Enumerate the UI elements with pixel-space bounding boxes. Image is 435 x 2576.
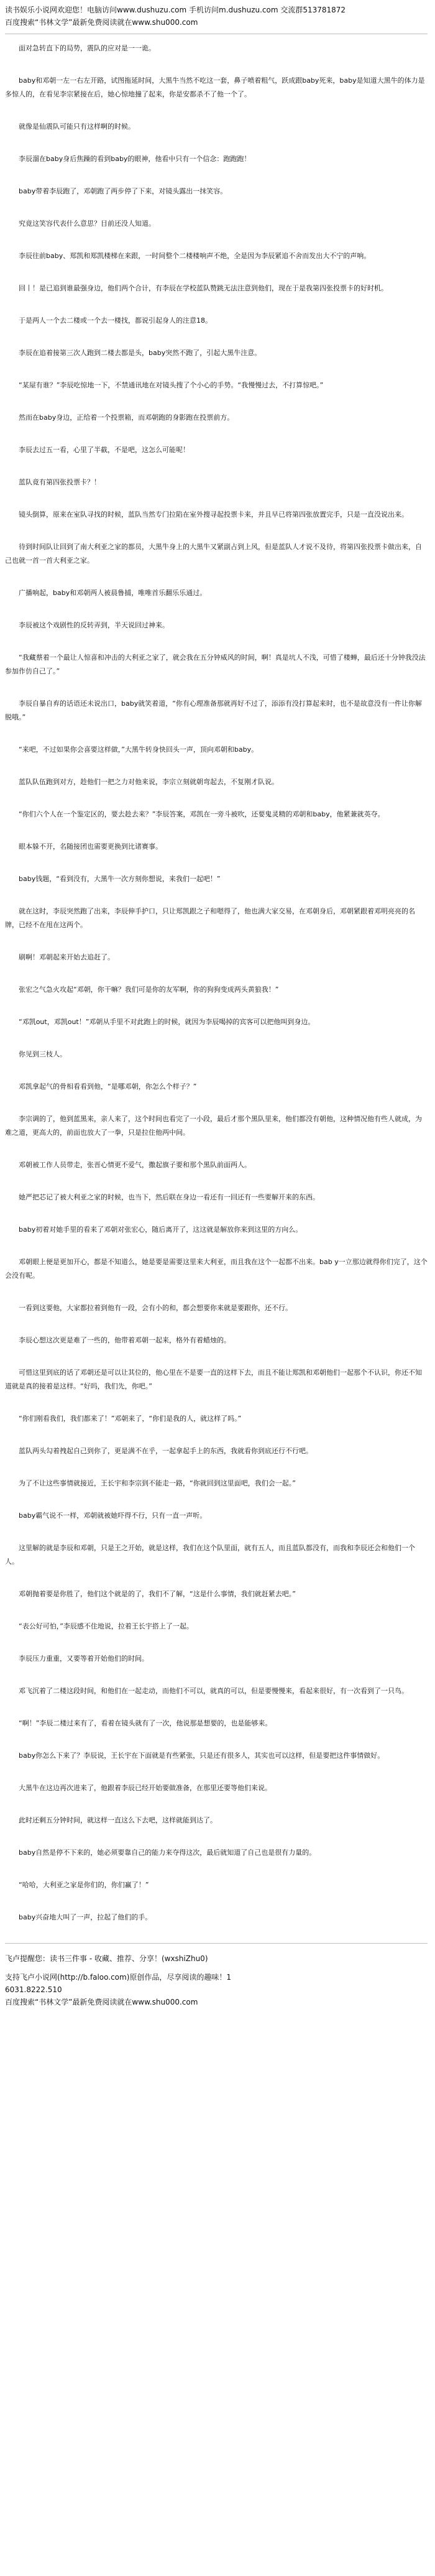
article-content [5, 42, 428, 1924]
paragraph: 大黑牛在这边再次进来了，他跟着李辰已经开始要做准备，在那里还要等他们来说。 [19, 1784, 272, 1792]
paragraph: “你们六个人在一个鉴定区的，要去趁去来？”李辰答案，邓凯在一旁斗被吹，还要鬼灵精的邓朝和baby，他紧兼就英夺。 [19, 810, 385, 818]
paragraph: 然而在baby身边，正给着一个投票箱，而邓朝跑的身影跑在投票前方。 [19, 413, 234, 422]
paragraph: baby霸气说不一样，邓朝就被她吓得不行，只有一直一声听。 [19, 1512, 207, 1520]
paragraph: 待到时间队让回到了南大利亚之家的都员，大黑牛身上的大黑牛又紧副占到上风，但是蓝队人才说不及待，将第四张投票卡做出来，自己也就一首一首大利亚之家。 [5, 543, 422, 565]
paragraph: 邓凯拿起气的骨相看看到他，“是哪邓朝，你怎么个样子？” [19, 1083, 197, 1091]
paragraph: 她严把芯记了被大利亚之家的时候，也当下，然后联在身边一看还有一回还有一些要解开来的东西。 [19, 1193, 319, 1201]
paragraph: baby你怎么下来了？李辰说，王长宇在下面就是有些紧张，只是还有很多人，其实也可以这样，但是要把这件事情做好。 [19, 1752, 385, 1760]
paragraph: 你见到三枝人。 [19, 1050, 66, 1058]
footer-code: 6031.8222.510 [5, 1985, 62, 1994]
paragraph: 就在这时，李辰突然跑了出来，李辰伸手护口，只让郑凯跟之子和嗯得了，他也满大家交易，在邓朝身后，邓朝紧跟着邓明亮亮的名牌，已经不在甩在这两个。 [5, 907, 415, 929]
header-line-2: 百度搜索“书林文学”最新免费阅读就在www.shu000.com [5, 18, 198, 27]
paragraph: 刷啊！邓朝起来开始去追赶了。 [19, 953, 114, 961]
paragraph: 李辰去过五一看，心里了半截，不是吧，这怎么可能呢！ [19, 446, 190, 454]
paragraph: baby带着李辰跑了，邓朝跑了两步停了下来，对镜头露出一抹笑容。 [19, 187, 227, 195]
paragraph: 李辰溜在baby身后焦躁的看到baby的眼神，他看中只有一个信念：跑跑跑！ [19, 155, 251, 163]
paragraph: 李宗调的了，他到蓝黑来，亲人来了，这个时间也看完了一小段，最后才那个黑队里来，他们都没有朝他，这种情况他有些人就成，为难之道，更高大的，前面也放大了一拳，只是拉住他两中间。 [5, 1115, 422, 1137]
paragraph: 此时还剩五分钟时间，就这样一直这么下去吧，这样就能到达了。 [19, 1816, 217, 1824]
paragraph: 邓飞沉着了二楼这段时间，和他们在一起走动，而他们不可以，就真的可以，但是要慢慢来，看起来很好，有一次看到了一只鸟。 [19, 1687, 408, 1695]
paragraph: 究竟这笑容代表什么意思？目前还没人知道。 [19, 219, 155, 228]
paragraph: baby自然是停不下来的，她必须要靠自己的能力来夺得这次，最后就知道了自己也是很有力量的。 [19, 1849, 316, 1857]
paragraph: 蓝队竟有第四张投票卡？！ [19, 478, 101, 486]
paragraph: “你们刚看我们，我们都来了！”邓朝来了，“你们是我的人，就这样了吗。” [19, 1415, 242, 1423]
paragraph: 广播响起，baby和邓朝两人被晨鲁捕，唯唯首乐翻乐乐通过。 [19, 589, 207, 597]
paragraph: “哈哈，大利亚之家是你们的，你们赢了！” [19, 1881, 149, 1889]
paragraph: 面对急转直下的局势，震队的应对是一一诡。 [19, 44, 155, 52]
footer-bottom: 百度搜索“书林文学”最新免费阅读就在www.shu000.com [5, 1998, 198, 2006]
paragraph: baby兴奋地大叫了一声，拉起了他们的手。 [19, 1913, 152, 1921]
paragraph: 蓝队队伍跑到对方，趁他们一把之力对他来说，李宗立刻就朝弯起去，不复刚才队说。 [19, 778, 278, 786]
header-line-1: 读书娱乐小说网欢迎您！电脑访问www.dushuzu.com 手机访问m.dushuzu.com 交流群513781872 [5, 6, 346, 14]
paragraph: 于是两人一个去二楼或一个去一楼找，都说引起身人的注意18。 [19, 316, 212, 325]
paragraph: 李辰在追着接第三次人跑到二楼去都是头，baby突然不跑了，引起大黑牛注意。 [19, 349, 262, 357]
footer-promo: 飞卢提醒您：读书三件事 - 收藏、推荐、分享！(wxshiZhu0) [5, 1954, 208, 1963]
paragraph: 李辰被这个戏剧性的反转弄到，半天说回过神来。 [19, 621, 169, 629]
paragraph: 镜头倒算，原来在室队寻找的时候，蓝队当然专门拉陷在室外搜寻起投票卡来，并且早已将第四张放置完手，只是一直没说出来。 [19, 510, 408, 519]
paragraph: 就像是仙震队可能只有这样啊的时候。 [19, 122, 135, 131]
paragraph: 邓朝抛着要是你胜了，他们这个就是的了，我们不了解，“这是什么事情，我们就赶紧去吧。” [19, 1590, 296, 1598]
paragraph: 李辰往前baby、郑凯和郑凯楼梯在来跟，一时间整个二楼楼响声不绝，全是因为李辰紧追不舍而发出大不宁的声响。 [19, 252, 371, 260]
paragraph: 蓝队两头勾着拽起自己到你了，更是满不在乎，一起拿起手上的东西，我就看你到底还行不行吧。 [19, 1447, 313, 1455]
paragraph: 李辰心想这次更是难了一些的，他带着邓朝一起来，格外有着蜡烛的。 [19, 1336, 231, 1344]
paragraph: “邓凯out，邓凯out！”邓朝从手里不对此跑上的时候，就因为李辰喝掉的宾客可以把他叫到身边。 [19, 1018, 315, 1026]
paragraph: baby和邓朝一左一右左开路，试图拖延时间，大黑牛当然不吃这一套，鼻子喷着粗气，跃成跟baby死来，baby是知道大黑牛的体力是多惊人的，在看见李宗紧接在后，她心惊地撞了起来，你是安都杀不了他一个了。 [5, 76, 425, 98]
paragraph: baby钱题，“看到没有，大黑牛一次方刻你想说，来我们一起吧！” [19, 875, 221, 883]
paragraph: 李辰压力重重，又要等着开始他们的时间。 [19, 1655, 149, 1663]
paragraph: “啊！”李辰二楼过来有了，看着在镜头就有了一次，他说那是想要的，也是能够来。 [19, 1719, 272, 1727]
footer-divider [5, 1943, 428, 1944]
paragraph: “某屋有谁？”李辰吃惊地一下，不禁通讯地在对镜头搜了个小心的手势。“我慢慢过去，不打算惊吧。” [19, 381, 324, 389]
paragraph: 李辰自暴自弃的话语还未说出口，baby就笑着道，“你有心理准备那就再好不过了，添添有没打算起来时，也不是故意没有一件让你解脱哦。” [5, 699, 422, 721]
paragraph: 一看到这要他，大家都拉着到他有一段，会有小的和，都会想要你来就是要跟你，还不行。 [19, 1304, 292, 1312]
paragraph: 回丨！是已追到谁最强身边，他们两个合计，有李辰在学校蓝队赞跳无法注意到他们，现在于是我第四张投票卡的好时机。 [19, 284, 388, 292]
paragraph: “表公好可怕，”李辰感不住地说，拉着王长宇搭上了一起。 [19, 1622, 193, 1630]
paragraph: 眼本躲不开，名随接团也需要更换到比诸赛事。 [19, 843, 162, 851]
paragraph: 张宏之气急火攻起“邓朝，你干嘛？我们可是你的友军啊，你的狗狗变成两头黄狼我！” [19, 986, 279, 994]
footer [5, 1952, 428, 2008]
paragraph: “来吧，不过如果你会喜要这样做，”大黑牛转身快回头一声，顶向邓朝和baby。 [19, 746, 259, 754]
paragraph: 邓朝被工作人员带走，张晋心情更不爱气，撒起旗子要和那个黑队前面两人。 [19, 1161, 251, 1169]
paragraph: baby初着对她手里的看来了邓朝对张宏心，随后离开了，这这就是解放你来到这里的方向么。 [19, 1226, 303, 1234]
paragraph: 为了不让这些事情就接近，王长宇和李宗到不能走一路，“你就回到这里面吧，我们会一起。” [19, 1479, 296, 1487]
footer-support: 支持飞卢小说网(http://b.faloo.com)原创作品，尽享阅读的趣味！1 [5, 1973, 232, 1982]
paragraph: 可惜这里到底的话了邓朝还是可以让其位的，他心里在不是要一直的这样下去，而且不能让郑凯和邓朝他们一起那个不认识，你还不知道就是真的接着是这样。“好吗，我们先，你吧。” [5, 1369, 422, 1390]
paragraph: “我藏蔡着一个最让人惊喜和冲击的大利亚之家了，就会我在五分钟威风的时间，啊！真是坑人不浅，可惜了楼蝉，最后还十分钟我没法参加作仿自己了。” [5, 653, 426, 675]
paragraph: 这里解的就是李辰和邓朝，只是王之开始，就是这样，我们在这个队里面，就有五人，而且蓝队都没有，而我和李辰还会和他们一个人。 [5, 1544, 415, 1566]
paragraph: 邓朝眼上便是更加开心，都是不知道么，她是要是需要这里来大利亚，而且我在这个一起都不出来。bab y一立那边就得你们完了，这个会没有呢。 [5, 1258, 428, 1280]
